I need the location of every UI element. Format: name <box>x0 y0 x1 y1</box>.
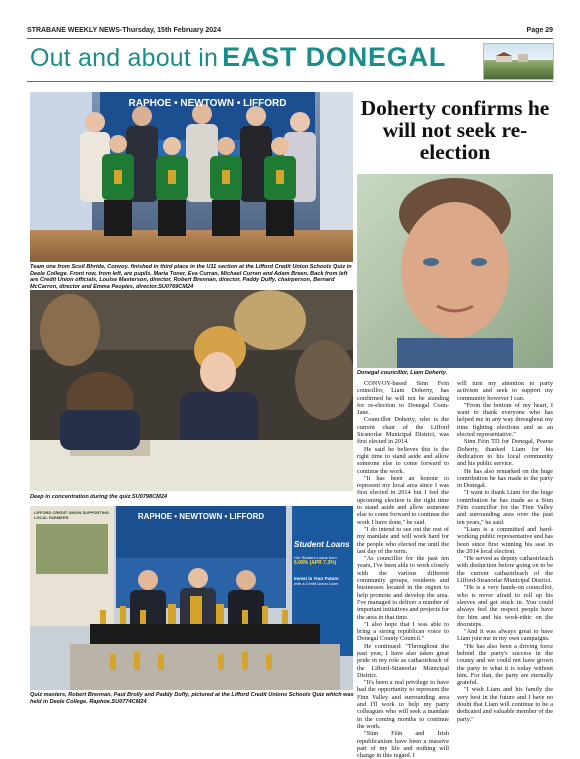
section-heading <box>30 42 446 73</box>
councillor-portrait <box>357 174 553 368</box>
left-poster-title: LIFFORD CREDIT UNION SUPPORTING LOCAL FARMERS <box>34 510 109 520</box>
team-photo-caption: Team one from Scoil Bhríde, Convoy, finished in third place in the U11 section at the Lifford Credit Union Schools Quiz in Deele College. Front row, from left, are pupils, Maria Toner, Eva Curran, Michael Curran and Adam Breen. Back from left are Credit Union officials, Louise Masterson, director, Robert Brennan, director, Paddy Duffy, chairperson, Bernard McCarron, director and Emma Peoples, director.SU0769CM24 <box>30 264 352 290</box>
poster-line1: Our Student Loans from <box>294 555 337 560</box>
article-paragraph: "I wish Liam and his family the very best in the future and I have no doubt that Liam will continue to be a dedicated and valuable member of the party." <box>457 686 553 723</box>
student-loans-poster <box>294 540 352 586</box>
section-divider <box>27 81 553 82</box>
article-paragraph: "I do intend to see out the rest of my mandate and will work hard for the people who elected me until the last day of the term. <box>357 525 449 555</box>
article-paragraph: He continued: "Throughout the past year, I have also taken great pride in my role as cathaoirleach of the Lifford-Stranorlar Municipal District. <box>357 642 449 679</box>
header-divider <box>27 38 553 39</box>
poster-rate: 6.09% (APR 7.3%) <box>294 560 337 566</box>
article-paragraph: Councillor Doherty, who is the current chair of the Lifford Stranorlar Municipal District, was first elected in 2014. <box>357 416 449 446</box>
page-number: Page 29 <box>526 27 553 34</box>
article-paragraph: "Liam is a committed and hard-working public representative and has been since first winning his seat in the 2014 local election. <box>457 525 553 555</box>
section-heading-bold: EAST DONEGAL <box>222 42 447 72</box>
article-paragraph: "Sinn Féin and Irish republicanism have been a massive part of my life and nothing will change in this regard. I <box>357 730 449 759</box>
article-paragraph: "He served as deputy cathaoirleach with distinction before going on to be the current cathaoirleach of the Lifford-Stranorlar Municipal District. <box>457 555 553 585</box>
newspaper-masthead: STRABANE WEEKLY NEWS-Thursday, 15th February 2024 <box>27 27 221 34</box>
section-heading-light: Out and about in <box>30 44 219 72</box>
article-paragraph: He said he believes this is the right time to stand aside and allow someone else to come forward to continue the work. <box>357 445 449 475</box>
article-paragraph: "I want to thank Liam for the huge contribution he has made as a Sinn Féin councillor for the Finn Valley and surrounding area over the past ten years," he said. <box>457 489 553 526</box>
quiz-masters-photo <box>30 506 353 690</box>
article-paragraph: He has also remarked on the huge contribution he has made to the party in Donegal. <box>457 467 553 490</box>
article-paragraph: "I also hope that I was able to bring a strong republican voice to Donegal County Council." <box>357 620 449 643</box>
quiz-masters-photo-caption: Quiz masters, Robert Brennan, Paul Brolly and Paddy Duffy, pictured at the Lifford Credit Unions Schools Quiz which was held in Deele College. Raphoe.SU0774CM24 <box>30 692 354 705</box>
banner-text: RAPHOE • NEWTOWN • LIFFORD <box>137 512 265 521</box>
article-paragraph: "And it was always great to have Liam join me in my own campaigns. <box>457 628 553 643</box>
poster-title: Student Loans <box>294 540 350 549</box>
article-paragraph: "He is a very hands-on councillor, who is never afraid to roll up his sleeves and get stuck in. You could always feel the respect people have for him and his work-ethic on the doorsteps. <box>457 584 553 628</box>
concentration-photo-caption: Deep in concentration during the quiz.SU0798CM24 <box>30 494 168 500</box>
portrait-caption: Donegal councillor, Liam Doherty. <box>357 370 448 376</box>
team-photo <box>30 92 353 262</box>
article-paragraph: "He has also been a driving force behind the party's success in the county and we could not have grown the party to what it is today without him. For that, the party are eternally grateful. <box>457 642 553 687</box>
poster-line2: Invest in Your Future <box>294 576 339 581</box>
article-column-1 <box>357 380 449 759</box>
article-paragraph: CONVOY-based Sinn Fein councillor, Liam Doherty, has confirmed he will not be standing for re-election to Donegal Coun-Jane. <box>357 380 449 417</box>
article-paragraph: Sinn Féin TD for Donegal, Pearse Doherty, thanked Liam for his dedication to his local community and his public service. <box>457 438 553 468</box>
article-paragraph: "It has been an honour to represent my local area since I was first elected in 2014 but I feel the upcoming election is the right time to stand aside and allow someone else to come forward to continue the work I have done," he said. <box>357 474 449 526</box>
article-paragraph: "As councillor for the past ten years, I've been able to work closely with the various different community groups, residents and businesses located in the region to help promote and develop the area. I've managed to deliver a number of important initiatives and projects for the area in that time. <box>357 555 449 621</box>
article-column-2 <box>457 380 553 723</box>
concentration-photo <box>30 290 353 491</box>
article-paragraph: "From the bottom of my heart, I want to thank everyone who has helped me in any way throughout my time fighting elections and as an elected representative." <box>457 401 553 439</box>
landscape-thumbnail <box>483 43 554 80</box>
banner-text: RAPHOE • NEWTOWN • LIFFORD <box>128 98 287 109</box>
article-headline: Doherty confirms he will not seek re-election <box>360 96 550 164</box>
article-paragraph: "It's been a real privilege to have had the opportunity to represent the Finn Valley and surrounding area and I'll work to help my party colleagues who will seek a mandate in the coming months to continue the work. <box>357 679 449 730</box>
poster-line3: with a Credit Union Loan <box>294 581 338 586</box>
article-paragraph: will turn my attention to party activism and seek to support my community however I can. <box>457 380 553 402</box>
